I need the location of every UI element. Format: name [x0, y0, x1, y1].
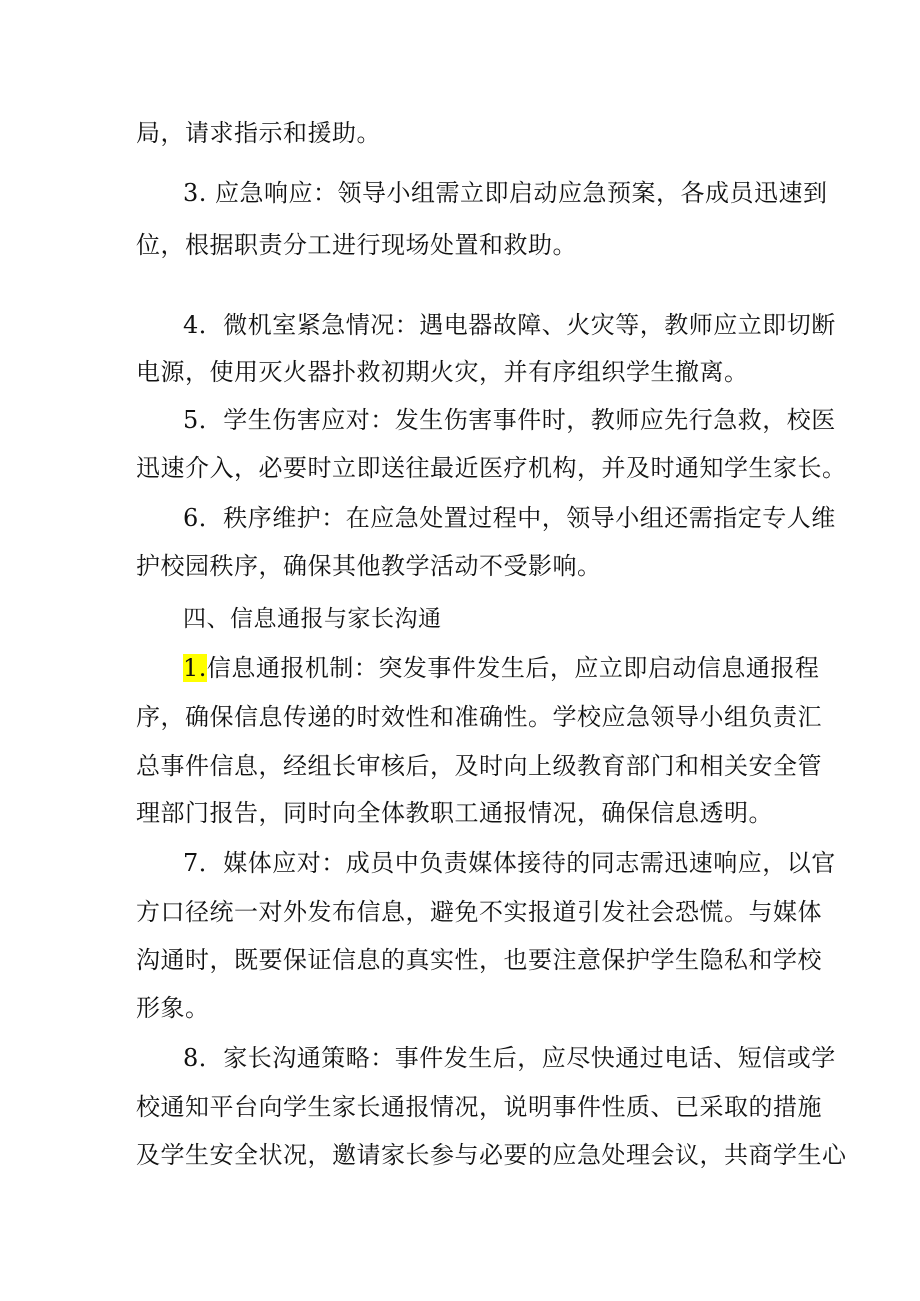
paragraph-line: 及学生安全状况，邀请家长参与必要的应急处理会议，共商学生心	[136, 1141, 847, 1169]
paragraph-line: 3. 应急响应：领导小组需立即启动应急预案，各成员迅速到	[183, 179, 828, 207]
paragraph-line: 序，确保信息传递的时效性和准确性。学校应急领导小组负责汇	[136, 703, 822, 731]
paragraph-line: 护校园秩序，确保其他教学活动不受影响。	[136, 552, 602, 580]
paragraph-line: 位，根据职责分工进行现场处置和救助。	[136, 231, 577, 259]
paragraph-line: 校通知平台向学生家长通报情况，说明事件性质、已采取的措施	[136, 1093, 822, 1121]
paragraph-line: 形象。	[136, 994, 210, 1022]
paragraph-line: 理部门报告，同时向全体教职工通报情况，确保信息透明。	[136, 799, 773, 827]
paragraph-line: 电源，使用灭火器扑救初期火灾，并有序组织学生撤离。	[136, 358, 749, 386]
paragraph-line: 5．学生伤害应对：发生伤害事件时，教师应先行急救，校医	[183, 406, 836, 434]
section-heading: 四、信息通报与家长沟通	[183, 606, 442, 632]
paragraph-line-first	[183, 653, 819, 683]
paragraph-line: 6．秩序维护：在应急处置过程中，领导小组还需指定专人维	[183, 504, 836, 532]
paragraph-line: 方口径统一对外发布信息，避免不实报道引发社会恐慌。与媒体	[136, 898, 822, 926]
paragraph-text: 信息通报机制：突发事件发生后，应立即启动信息通报程	[206, 654, 820, 682]
paragraph-line: 总事件信息，经组长审核后，及时向上级教育部门和相关安全管	[136, 752, 822, 780]
highlighted-number: 1.	[183, 654, 207, 682]
paragraph-line: 局，请求指示和援助。	[136, 119, 381, 147]
paragraph-line: 沟通时，既要保证信息的真实性，也要注意保护学生隐私和学校	[136, 946, 822, 974]
paragraph-line: 7．媒体应对：成员中负责媒体接待的同志需迅速响应，以官	[183, 849, 836, 877]
paragraph-line: 迅速介入，必要时立即送往最近医疗机构，并及时通知学生家长。	[136, 454, 847, 482]
paragraph-line: 8．家长沟通策略：事件发生后，应尽快通过电话、短信或学	[183, 1044, 836, 1072]
paragraph-line: 4．微机室紧急情况：遇电器故障、火灾等，教师应立即切断	[183, 311, 836, 339]
